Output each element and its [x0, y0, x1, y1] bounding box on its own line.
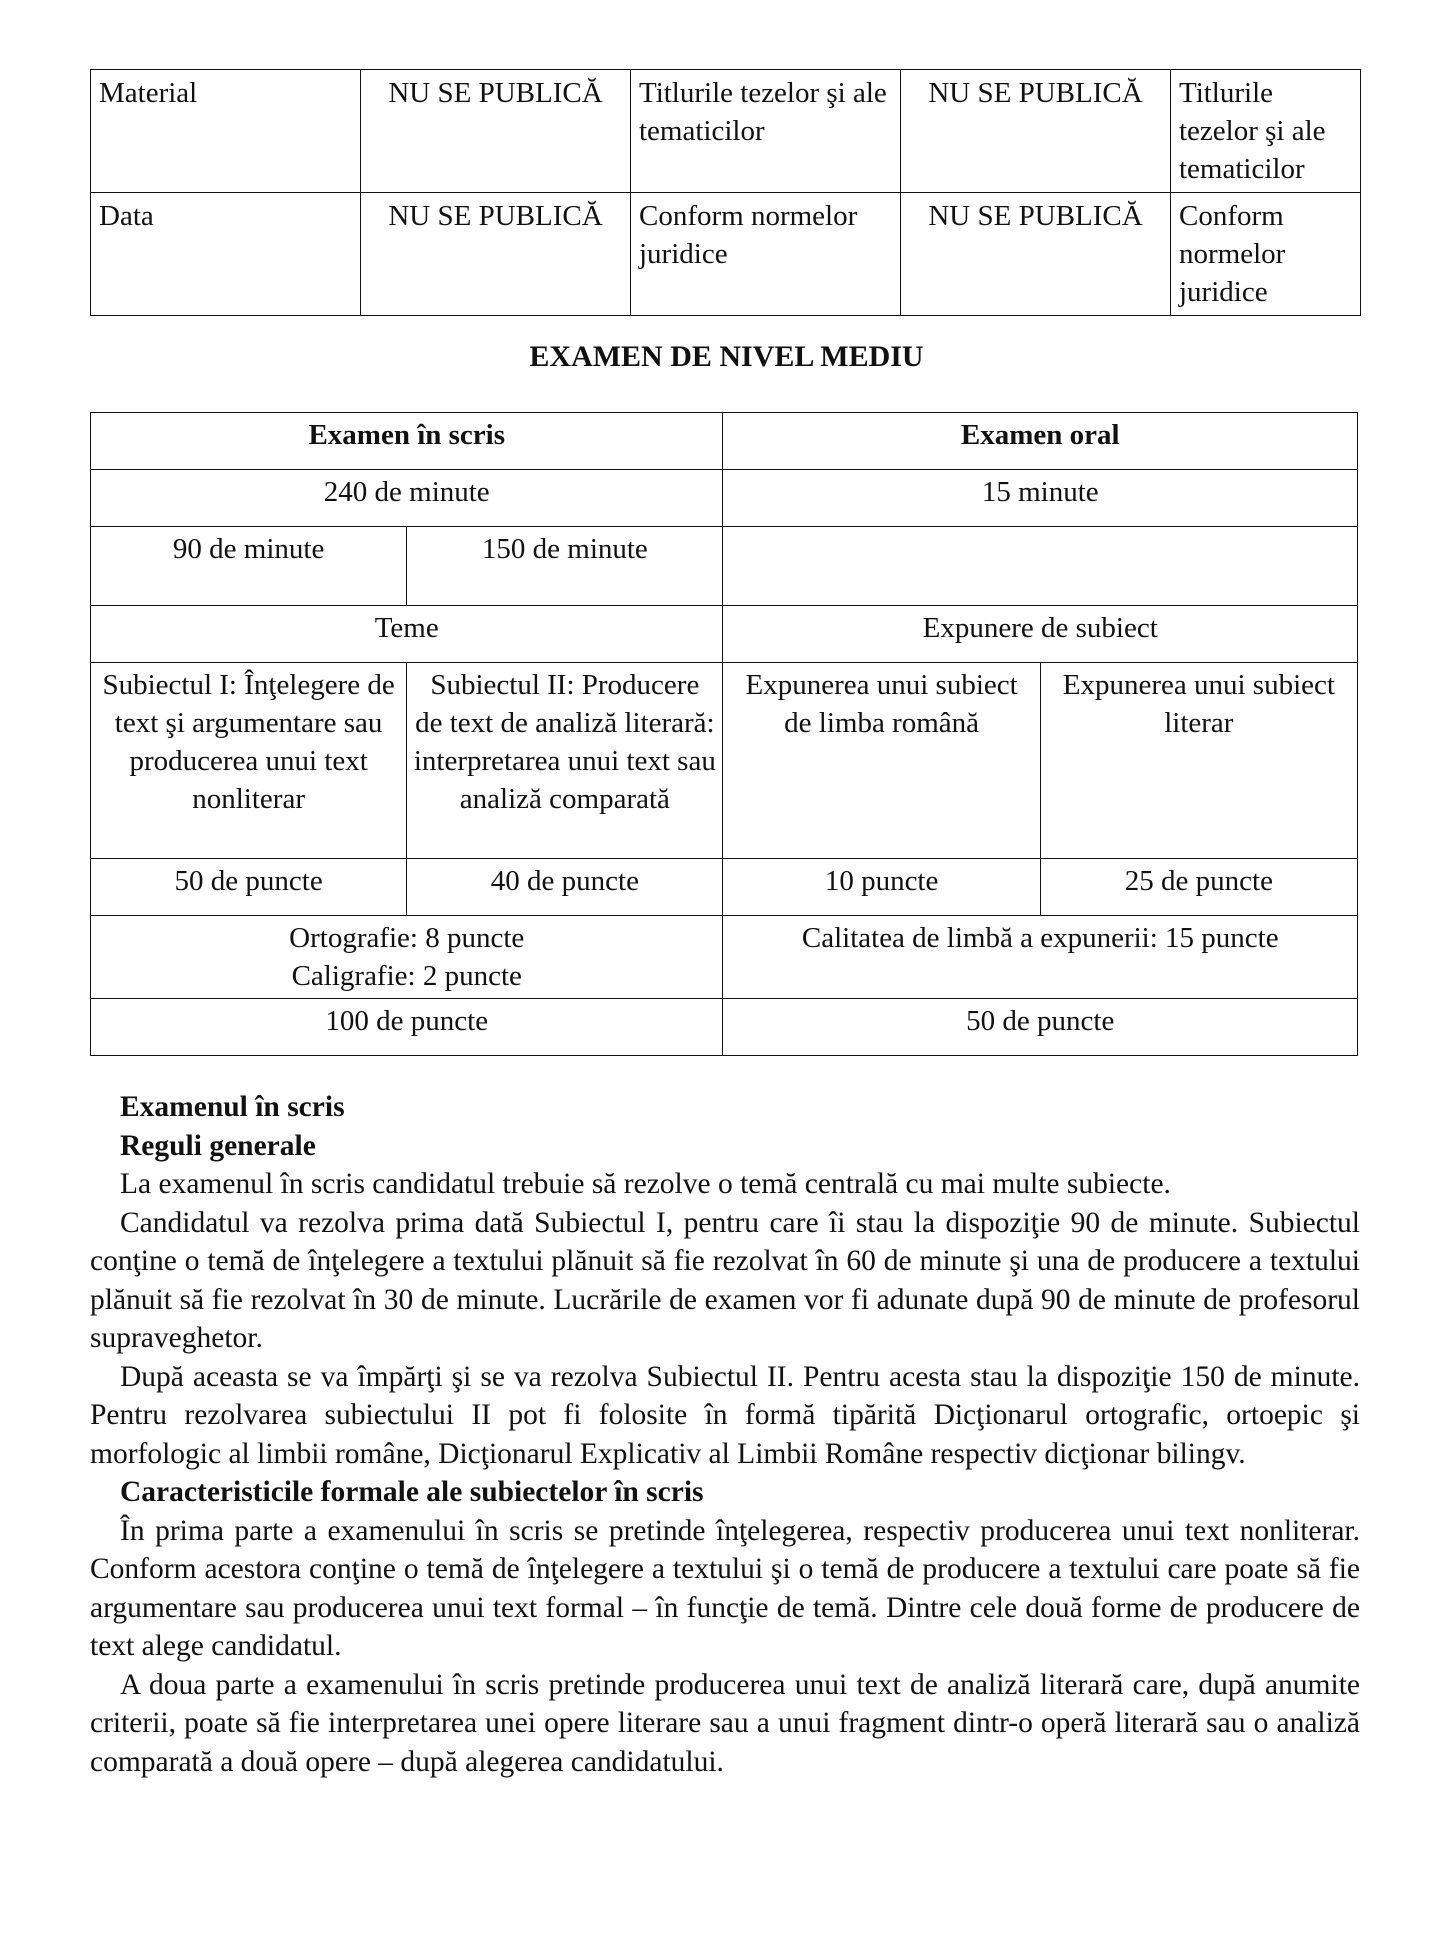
table-cell: NU SE PUBLICĂ: [901, 70, 1171, 193]
table-row: [91, 193, 1361, 316]
points-cell: 25 de puncte: [1040, 859, 1357, 916]
calligraphy-points: Caligrafie: 2 puncte: [291, 960, 522, 992]
table-row: [91, 606, 1358, 663]
table-row: [91, 470, 1358, 527]
table-cell: Titlurile tezelor şi ale tematicilor: [631, 70, 901, 193]
paragraph: La examenul în scris candidatul trebuie să rezolve o temă centrală cu mai multe subiecte.: [120, 1168, 1171, 1200]
materials-table: [90, 69, 1361, 316]
table-row: [91, 663, 1358, 859]
oral-exam-header: Examen oral: [723, 413, 1358, 470]
paragraph: A doua parte a examenului în scris pretinde producerea unui text de analiză literară care, după anumite criterii, poate să fie interpretarea unei opere literare sau a unui fragment dintr-o operă literară sau o analiză comparată a două opere – după alegerea candidatului.: [90, 1668, 1360, 1778]
table-row: [91, 916, 1358, 999]
table-row: [91, 999, 1358, 1056]
subject2-cell: Subiectul II: Producere de text de analiză literară: interpretarea unui text sau analiză comparată: [407, 663, 723, 859]
table-cell: Conform normelor juridice: [1171, 193, 1361, 316]
empty-cell: [723, 527, 1358, 606]
table-cell: Titlurile tezelor şi ale tematicilor: [1171, 70, 1361, 193]
paragraph: În prima parte a examenului în scris se pretinde înţelegerea, respectiv producerea unui text nonliterar. Conform acestora conţine o temă de înţelegere a textului şi o temă de producere a textului care poate să fie argumentare sau producerea unui text formal – în funcţie de temă. Dintre cele două forme de producere de text alege candidatul.: [90, 1514, 1360, 1662]
points-cell: 40 de puncte: [407, 859, 723, 916]
points-cell: 50 de puncte: [91, 859, 407, 916]
oral-total: 50 de puncte: [723, 999, 1358, 1056]
heading-general-rules: Reguli generale: [120, 1129, 316, 1162]
paragraph: După aceasta se va împărţi şi se va rezolva Subiectul II. Pentru acesta stau la dispoziţie 150 de minute. Pentru rezolvarea subiectului II pot fi folosite în formă tipărită Dicţionarul ortografic, ortoepic şi morfologic al limbii române, Dicţionarul Explicativ al Limbii Române respectiv dicţionar bilingv.: [90, 1360, 1360, 1470]
exam-table: [90, 412, 1358, 1056]
spelling-points: Ortografie: 8 puncte: [289, 922, 525, 954]
table-cell: NU SE PUBLICĂ: [901, 193, 1171, 316]
paragraph: Candidatul va rezolva prima dată Subiectul I, pentru care îi stau la dispoziţie 90 de minute. Subiectul conţine o temă de înţelegere a textului plănuit să fie rezolvat în 60 de minute şi una de producere a textului plănuit să fie rezolvat în 30 de minute. Lucrările de examen vor fi adunate după 90 de minute de profesorul supraveghetor.: [90, 1206, 1360, 1354]
part2-duration: 150 de minute: [407, 527, 723, 606]
written-type: Teme: [91, 606, 723, 663]
oral-duration: 15 minute: [723, 470, 1358, 527]
oral-subject1-cell: Expunerea unui subiect de limba română: [723, 663, 1040, 859]
subject1-cell: Subiectul I: Înţelegere de text şi argumentare sau producerea unui text nonliterar: [91, 663, 407, 859]
table-cell: Data: [91, 193, 361, 316]
written-duration: 240 de minute: [91, 470, 723, 527]
heading-written-exam: Examenul în scris: [120, 1091, 345, 1123]
part1-duration: 90 de minute: [91, 527, 407, 606]
table-row: [91, 859, 1358, 916]
language-quality-cell: Calitatea de limbă a expunerii: 15 puncte: [723, 916, 1358, 999]
table-row: [91, 527, 1358, 606]
spelling-calligraphy-cell: [91, 916, 723, 999]
heading-formal-characteristics: Caracteristicile formale ale subiectelor în scris: [120, 1476, 704, 1508]
table-row: [91, 413, 1358, 470]
section-title: EXAMEN DE NIVEL MEDIU: [529, 340, 924, 373]
points-cell: 10 puncte: [723, 859, 1040, 916]
table-cell: Conform normelor juridice: [631, 193, 901, 316]
body-text: [90, 1088, 1360, 1781]
oral-type: Expunere de subiect: [723, 606, 1358, 663]
table-cell: Material: [91, 70, 361, 193]
table-cell: NU SE PUBLICĂ: [361, 70, 631, 193]
table-row: [91, 70, 1361, 193]
table-cell: NU SE PUBLICĂ: [361, 193, 631, 316]
written-exam-header: Examen în scris: [91, 413, 723, 470]
oral-subject2-cell: Expunerea unui subiect literar: [1040, 663, 1357, 859]
written-total: 100 de puncte: [91, 999, 723, 1056]
